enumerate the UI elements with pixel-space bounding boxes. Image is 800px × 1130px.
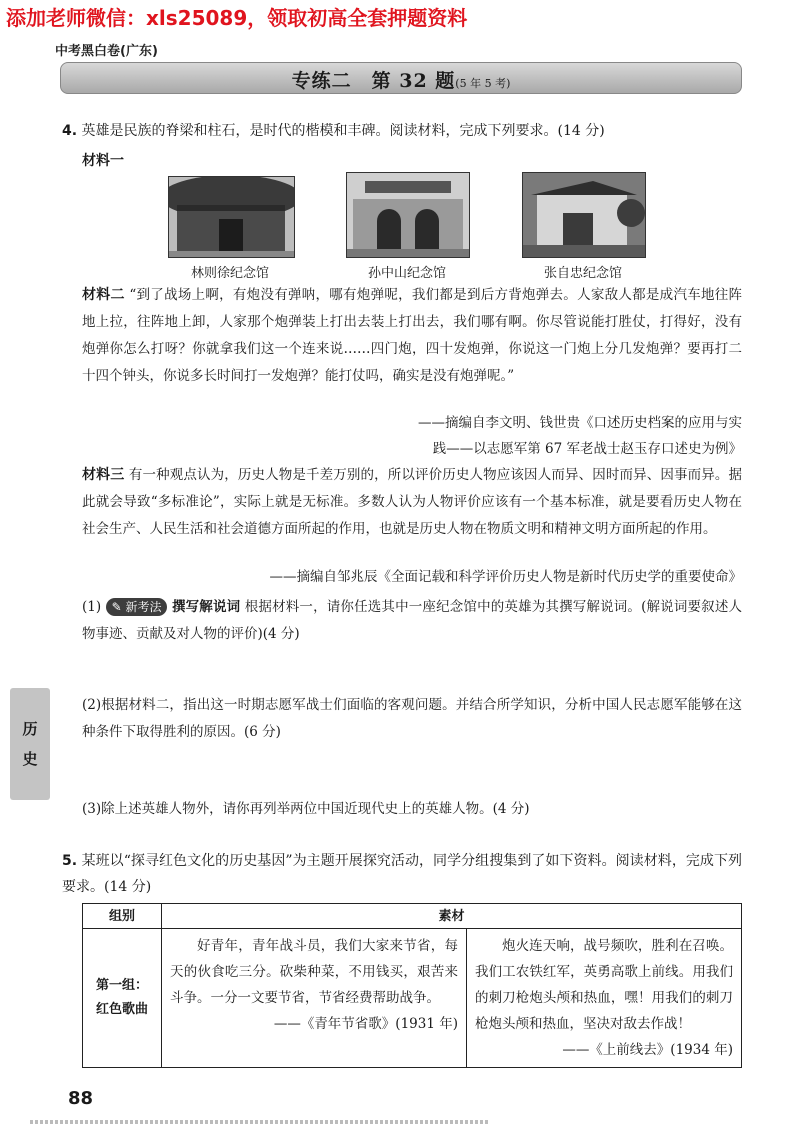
q4-sub1-number: (1) — [82, 599, 102, 615]
group-1-label — [83, 929, 162, 1068]
group-1-label-line-2: 红色歌曲 — [95, 1002, 148, 1017]
q4-sub3: (3)除上述英雄人物外，请你再列举两位中国近现代史上的英雄人物。(4 分) — [82, 801, 530, 817]
photo-caption-lin: 林则徐纪念馆 — [190, 266, 269, 281]
song-1-source: ——《青年节省歌》(1931 年) — [273, 1016, 458, 1032]
material-2-text: “到了战场上啊，有炮没有弹呐，哪有炮弹呢，我们都是到后方背炮弹去。人家敌人都是成汽车地往阵地上拉，往阵地上卸，人家那个炮弹装上打出去装上打出去，我们哪有啊。你尽管说能打胜仗，打得好，没有炮弹你怎么打呀？你就拿我们这一个连来说……四门炮，四十发炮弹，你说这一门炮上分几发炮弹？要再打二十四个钟头，你说多长时间打一发炮弹？能打仗吗，确实是没有炮弹呢。” — [82, 287, 743, 384]
banner-title — [61, 66, 741, 93]
q5-material-table — [82, 903, 742, 1068]
q4-sub2: (2)根据材料二，指出这一时期志愿军战士们面临的客观问题。并结合所学知识，分析中国人民志愿军能够在这种条件下取得胜利的原因。(6 分) — [82, 697, 742, 740]
material-3-text: 有一种观点认为，历史人物是千差万别的，所以评价历史人物应该因人而异、因时而异、因事而异。据此就会导致“多标准论”，实际上就是无标准。多数人认为人物评价应该有一个基本标准，就是要看历史人物在社会生产、人民生活和社会道德方面所起的作用，也就是历史人物在物质文明和精神文明方面所起的作用。 — [82, 467, 742, 537]
q4-stem-text: 英雄是民族的脊梁和柱石，是时代的楷模和丰碑。阅读材料，完成下列要求。(14 分) — [81, 123, 605, 139]
material-2-source-1: ——摘编自李文明、钱世贵《口述历史档案的应用与实 — [418, 415, 742, 431]
material-2 — [82, 282, 742, 390]
material-2-label: 材料二 — [82, 287, 125, 303]
badge-label: 新考法 — [125, 600, 162, 614]
lin-zexu-memorial-photo — [168, 176, 295, 258]
badge-icon: ✎ — [111, 600, 126, 614]
banner-title-main: 专练二 第 32 题 — [291, 70, 456, 92]
q4-sub1 — [82, 594, 742, 648]
material-2-source-2: 践——以志愿军第 67 军老战士赵玉存口述史为例》 — [432, 441, 742, 457]
song-2-lyrics: 炮火连天响，战号频吹，胜利在召唤。我们工农铁红军，英勇高歌上前线。用我们的刺刀枪炮头颅和热血，嘿！用我们的刺刀枪炮头颅和热血，坚决对敌去作战！ — [475, 938, 733, 1032]
section-banner — [60, 62, 742, 94]
song-2-cell — [467, 929, 742, 1068]
subject-side-tab — [10, 688, 50, 800]
table-row — [83, 929, 742, 1068]
q4-stem — [62, 118, 752, 144]
group-1-label-line-1: 第一组： — [95, 978, 148, 993]
material-3-label: 材料三 — [82, 467, 125, 483]
song-1-cell — [162, 929, 467, 1068]
table-header-row — [83, 904, 742, 929]
sun-yat-sen-memorial-photo — [346, 172, 470, 258]
table-header-group: 组别 — [83, 904, 162, 929]
scan-artifact-line — [30, 1120, 490, 1124]
banner-title-sub: (5 年 5 考) — [455, 77, 511, 90]
new-exam-method-badge — [106, 598, 168, 616]
book-header: 中考黑白卷(广东) — [55, 44, 158, 59]
material-3 — [82, 462, 742, 543]
material-3-source: ——摘编自邹兆辰《全面记载和科学评价历史人物是新时代历史学的重要使命》 — [269, 569, 742, 585]
photo-caption-sun: 孙中山纪念馆 — [367, 266, 446, 281]
song-2-source: ——《上前线去》(1934 年) — [562, 1042, 733, 1058]
page-number: 88 — [68, 1088, 94, 1109]
q4-number: 4. — [62, 123, 78, 139]
table-header-material: 素材 — [162, 904, 742, 929]
song-1-lyrics: 好青年，青年战斗员，我们大家来节省，每天的伙食吃三分。砍柴种菜，不用钱买，艰苦来斗争。一分一文要节省，节省经费帮助战争。 — [170, 938, 458, 1006]
zhang-zizhong-memorial-photo — [522, 172, 646, 258]
photo-caption-zhang: 张自忠纪念馆 — [543, 266, 622, 281]
q5-stem — [62, 848, 742, 900]
watermark-text: 添加老师微信：xls25089，领取初高全套押题资料 — [6, 6, 468, 30]
q4-sub1-task: 撰写解说词 — [171, 599, 241, 615]
q5-stem-text: 某班以“探寻红色文化的历史基因”为主题开展探究活动，同学分组搜集到了如下资料。阅读材料，完成下列要求。(14 分) — [62, 853, 743, 895]
q4-sub1-text: 根据材料一，请你任选其中一座纪念馆中的英雄为其撰写解说词。(解说词要叙述人物事迹、贡献及对人物的评价)(4 分) — [82, 599, 743, 642]
q5-number: 5. — [62, 853, 78, 869]
material-1-label: 材料一 — [82, 153, 124, 169]
side-tab-char-2: 史 — [22, 750, 38, 768]
side-tab-char-1: 历 — [22, 720, 38, 738]
